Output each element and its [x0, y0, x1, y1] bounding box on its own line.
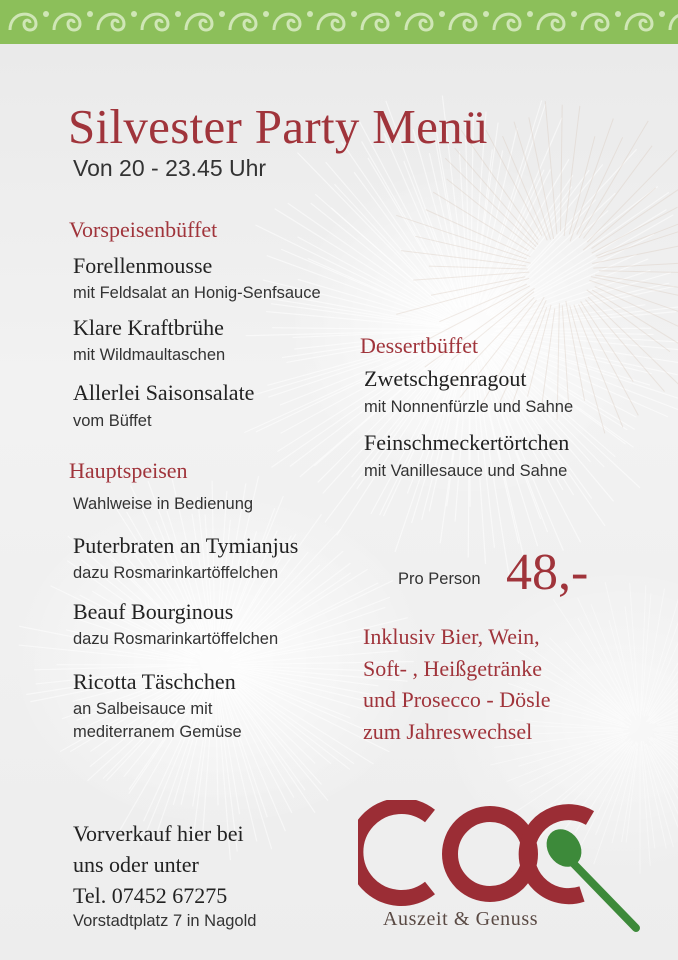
presale-line: Vorverkauf hier bei [73, 821, 244, 846]
dot-ornament-icon [219, 11, 225, 17]
firework-ray [221, 683, 267, 818]
dot-ornament-icon [395, 11, 401, 17]
swirl-ornament-icon [186, 14, 212, 30]
swirl-ornament-icon [406, 14, 432, 30]
dot-ornament-icon [175, 11, 181, 17]
firework-ray [529, 117, 554, 239]
firework-ray [231, 676, 354, 764]
dish-name: Allerlei Saisonsalate [73, 380, 255, 405]
dot-ornament-icon [483, 11, 489, 17]
dish-name: Beauf Bourginous [73, 599, 234, 624]
spoon-icon [539, 822, 636, 928]
dish-name: Feinschmeckertörtchen [364, 430, 570, 455]
dish-description: mit Feldsalat an Honig-Senfsauce [73, 284, 321, 302]
firework-ray [599, 271, 678, 273]
firework-ray [230, 684, 327, 801]
dot-ornament-icon [615, 11, 621, 17]
presale-info [73, 818, 333, 911]
starters-heading: Vorspeisenbüffet [69, 217, 218, 242]
dish-name: Forellenmousse [73, 253, 213, 278]
dot-ornament-icon [527, 11, 533, 17]
dot-ornament-icon [307, 11, 313, 17]
swirl-ornament-icon [538, 14, 564, 30]
firework-ray [557, 738, 631, 805]
swirl-pattern-icon [0, 0, 678, 44]
firework-ray [429, 153, 464, 306]
mains-heading: Hauptspeisen [69, 458, 188, 483]
dish-name: Zwetschgenragout [364, 366, 527, 391]
dot-ornament-icon [87, 11, 93, 17]
swirl-ornament-icon [54, 14, 80, 30]
inclusive-line: Inklusiv Bier, Wein, [363, 624, 540, 649]
swirl-ornament-icon [10, 14, 36, 30]
inclusive-line: und Prosecco - Dösle [363, 687, 551, 712]
logo-letter-o-icon [450, 814, 530, 894]
dot-ornament-icon [571, 11, 577, 17]
dot-ornament-icon [263, 11, 269, 17]
dish-description: dazu Rosmarinkartöffelchen [73, 564, 279, 582]
swirl-ornament-icon [494, 14, 520, 30]
dot-ornament-icon [351, 11, 357, 17]
firework-ray [562, 305, 568, 406]
firework-ray [569, 136, 595, 234]
firework-ray [564, 106, 580, 236]
swirl-ornament-icon [142, 14, 168, 30]
address: Vorstadtplatz 7 in Nagold [73, 912, 257, 930]
swirl-ornament-icon [98, 14, 124, 30]
decorative-border [0, 0, 678, 44]
firework-ray [561, 105, 563, 231]
swirl-ornament-icon [582, 14, 608, 30]
dish-name: Ricotta Täschchen [73, 669, 236, 694]
dish-description: mit Wildmaultaschen [73, 346, 226, 364]
brand-tagline: Auszeit & Genuss [383, 908, 539, 930]
firework-ray [498, 328, 652, 330]
swirl-ornament-icon [362, 14, 388, 30]
swirl-ornament-icon [670, 14, 678, 30]
dish-description: mit Nonnenfürzle und Sahne [364, 398, 574, 416]
desserts-heading: Dessertbüffet [360, 333, 479, 358]
dot-ornament-icon [659, 11, 665, 17]
phone-number: Tel. 07452 67275 [73, 883, 228, 908]
price-value: 48,- [506, 544, 589, 601]
inclusive-note [363, 621, 663, 747]
logo-letter-c-icon [358, 806, 430, 898]
firework-ray [577, 137, 623, 234]
dish-description: mediterranem Gemüse [73, 723, 242, 741]
firework-ray [230, 671, 371, 732]
firework-ray [272, 328, 442, 330]
firework-ray [488, 187, 657, 316]
event-time: Von 20 - 23.45 Uhr [73, 155, 267, 181]
firework-ray [592, 290, 678, 349]
dish-description: an Salbeisauce mit [73, 700, 213, 718]
price-label: Pro Person [398, 570, 481, 588]
swirl-ornament-icon [230, 14, 256, 30]
dish-description: mit Vanillesauce und Sahne [364, 462, 568, 480]
swirl-ornament-icon [450, 14, 476, 30]
dish-name: Puterbraten an Tymianjus [73, 533, 299, 558]
swirl-ornament-icon [318, 14, 344, 30]
page-title: Silvester Party Menü [68, 99, 488, 154]
dot-ornament-icon [439, 11, 445, 17]
inclusive-line: zum Jahreswechsel [363, 718, 533, 744]
presale-line: uns oder unter [73, 852, 199, 877]
inclusive-line: Soft- , Heißgetränke [363, 655, 542, 681]
mains-note: Wahlweise in Bedienung [73, 495, 254, 513]
swirl-ornament-icon [274, 14, 300, 30]
dot-ornament-icon [131, 11, 137, 17]
dish-name: Klare Kraftbrühe [73, 315, 224, 340]
dish-description: vom Büffet [73, 412, 152, 430]
swirl-ornament-icon [626, 14, 652, 30]
dish-description: dazu Rosmarinkartöffelchen [73, 630, 279, 648]
firework-ray [493, 305, 645, 327]
dot-ornament-icon [43, 11, 49, 17]
